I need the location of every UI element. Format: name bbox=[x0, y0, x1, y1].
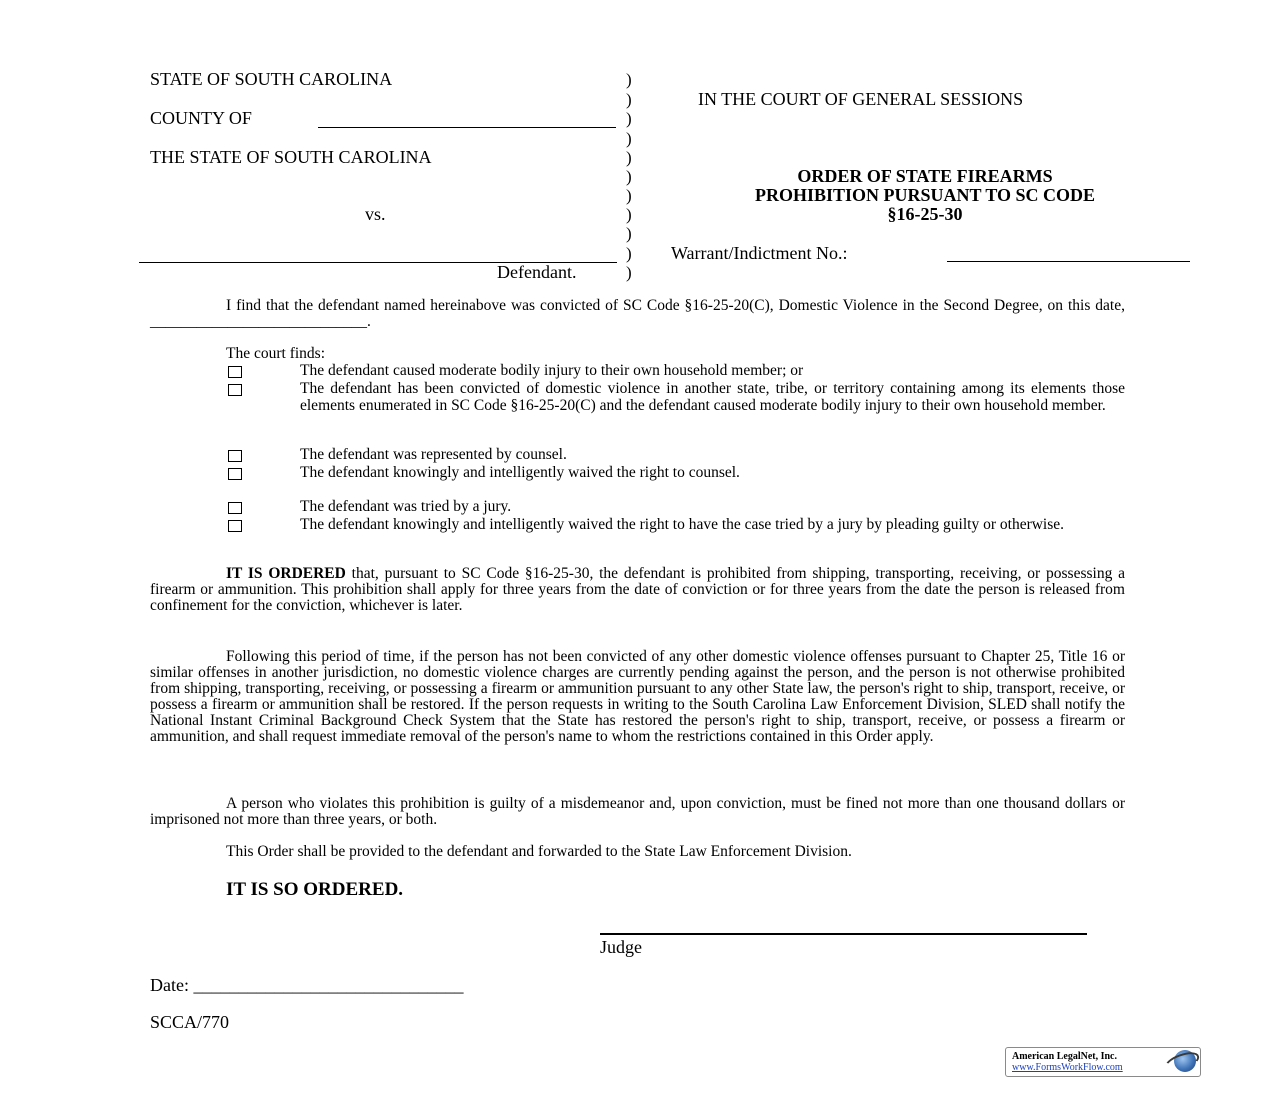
caption-paren: ) bbox=[626, 205, 632, 224]
caption-paren: ) bbox=[626, 263, 632, 282]
date-label: Date: bbox=[150, 975, 194, 995]
ordered-lead: IT IS ORDERED bbox=[226, 565, 346, 582]
conviction-date-field[interactable]: ____________________________ bbox=[150, 313, 367, 330]
caption-paren: ) bbox=[626, 90, 632, 109]
finding-text: The defendant has been convicted of domestic violence in another state, tribe, or territory containing among its elements those elements enumerated in SC Code §16-25-20(C) and the defendant caused moderate bodily injury to their own household member. bbox=[300, 380, 1125, 414]
finding-checkbox[interactable] bbox=[228, 384, 242, 396]
caption-paren: ) bbox=[626, 186, 632, 205]
finding-checkbox[interactable] bbox=[228, 366, 242, 378]
counsel-checkbox[interactable] bbox=[228, 450, 242, 462]
defendant-label: Defendant. bbox=[497, 262, 577, 282]
jury-checkbox[interactable] bbox=[228, 502, 242, 514]
warrant-label: Warrant/Indictment No.: bbox=[671, 243, 848, 263]
following-paragraph: Following this period of time, if the person has not been convicted of any other domestic violence offenses pursuant to Chapter 25, Title 16 or similar offenses in another jurisdiction, no domestic violence charges are currently pending against the person, and the person is not otherwise prohibited from shipping, transporting, receiving, or possessing a firearm or ammunition pursuant to any other State law, the person's right to ship, transport, receive, or possess a firearm or ammunition shall be restored. If the person requests in writing to the South Carolina Law Enforcement Division, SLED shall notify the National Instant Criminal Background Check System that the State has restored the person's right to ship, transport, receive, or possess a firearm or ammunition, and shall request immediate removal of the person's name to whom the restrictions contained in this Order apply. bbox=[150, 648, 1125, 745]
intro-paragraph bbox=[150, 298, 1125, 330]
vs-label: vs. bbox=[365, 204, 386, 224]
order-title-line-2: PROHIBITION PURSUANT TO SC CODE bbox=[754, 185, 1096, 205]
signing-date-field[interactable]: ______________________________ bbox=[193, 975, 464, 995]
finding-text: The defendant was represented by counsel. bbox=[300, 446, 567, 463]
caption-paren: ) bbox=[626, 167, 632, 186]
state-label: STATE OF SOUTH CAROLINA bbox=[150, 69, 393, 89]
waived-counsel-checkbox[interactable] bbox=[228, 468, 242, 480]
finding-text: The defendant knowingly and intelligently waived the right to have the case tried by a jury by pleading guilty or otherwise. bbox=[300, 516, 1065, 533]
form-number: SCCA/770 bbox=[150, 1012, 230, 1032]
caption-paren: ) bbox=[626, 148, 632, 167]
judge-signature-line[interactable] bbox=[600, 933, 1087, 935]
party-label: THE STATE OF SOUTH CAROLINA bbox=[150, 147, 432, 167]
findings-heading: The court finds: bbox=[226, 345, 326, 362]
intro-end: . bbox=[367, 313, 371, 330]
ordered-paragraph bbox=[150, 566, 1125, 614]
order-title-line-1: ORDER OF STATE FIREARMS bbox=[797, 166, 1053, 186]
court-label: IN THE COURT OF GENERAL SESSIONS bbox=[698, 89, 1024, 109]
caption-paren: ) bbox=[626, 244, 632, 263]
warrant-number-field[interactable] bbox=[947, 261, 1190, 262]
intro-text: I find that the defendant named hereinabove was convicted of SC Code §16-25-20(C), Domestic Violence in the Second Degree, on this date, bbox=[226, 297, 1125, 314]
date-line bbox=[150, 975, 463, 996]
violation-paragraph: A person who violates this prohibition is guilty of a misdemeanor and, upon conviction, must be fined not more than one thousand dollars or imprisoned not more than three years, or both. bbox=[150, 795, 1125, 828]
finding-text: The defendant caused moderate bodily injury to their own household member; or bbox=[300, 362, 804, 379]
provided-paragraph: This Order shall be provided to the defendant and forwarded to the State Law Enforcement Division. bbox=[226, 843, 852, 860]
caption-paren: ) bbox=[626, 224, 632, 243]
order-title-line-3: §16-25-30 bbox=[887, 204, 963, 224]
waived-jury-checkbox[interactable] bbox=[228, 520, 242, 532]
caption-paren: ) bbox=[626, 109, 632, 128]
so-ordered: IT IS SO ORDERED. bbox=[226, 879, 404, 900]
american-legalnet-logo[interactable] bbox=[1005, 1047, 1201, 1077]
caption-paren: ) bbox=[626, 70, 632, 89]
logo-company-name: American LegalNet, Inc. bbox=[1012, 1051, 1117, 1062]
finding-text: The defendant knowingly and intelligently waived the right to counsel. bbox=[300, 464, 740, 481]
county-label: COUNTY OF bbox=[150, 108, 252, 128]
judge-label: Judge bbox=[600, 937, 642, 957]
finding-text: The defendant was tried by a jury. bbox=[300, 498, 512, 515]
ordered-text: that, pursuant to SC Code §16-25-30, the defendant is prohibited from shipping, transporting, receiving, or possessing a firearm or ammunition. This prohibition shall apply for three years from the date of conviction or for three years from the date the person is released from confinement for the conviction, whichever is later. bbox=[150, 565, 1125, 614]
caption-paren: ) bbox=[626, 129, 632, 148]
county-field[interactable] bbox=[318, 127, 616, 128]
logo-url-link[interactable]: www.FormsWorkFlow.com bbox=[1012, 1062, 1123, 1073]
